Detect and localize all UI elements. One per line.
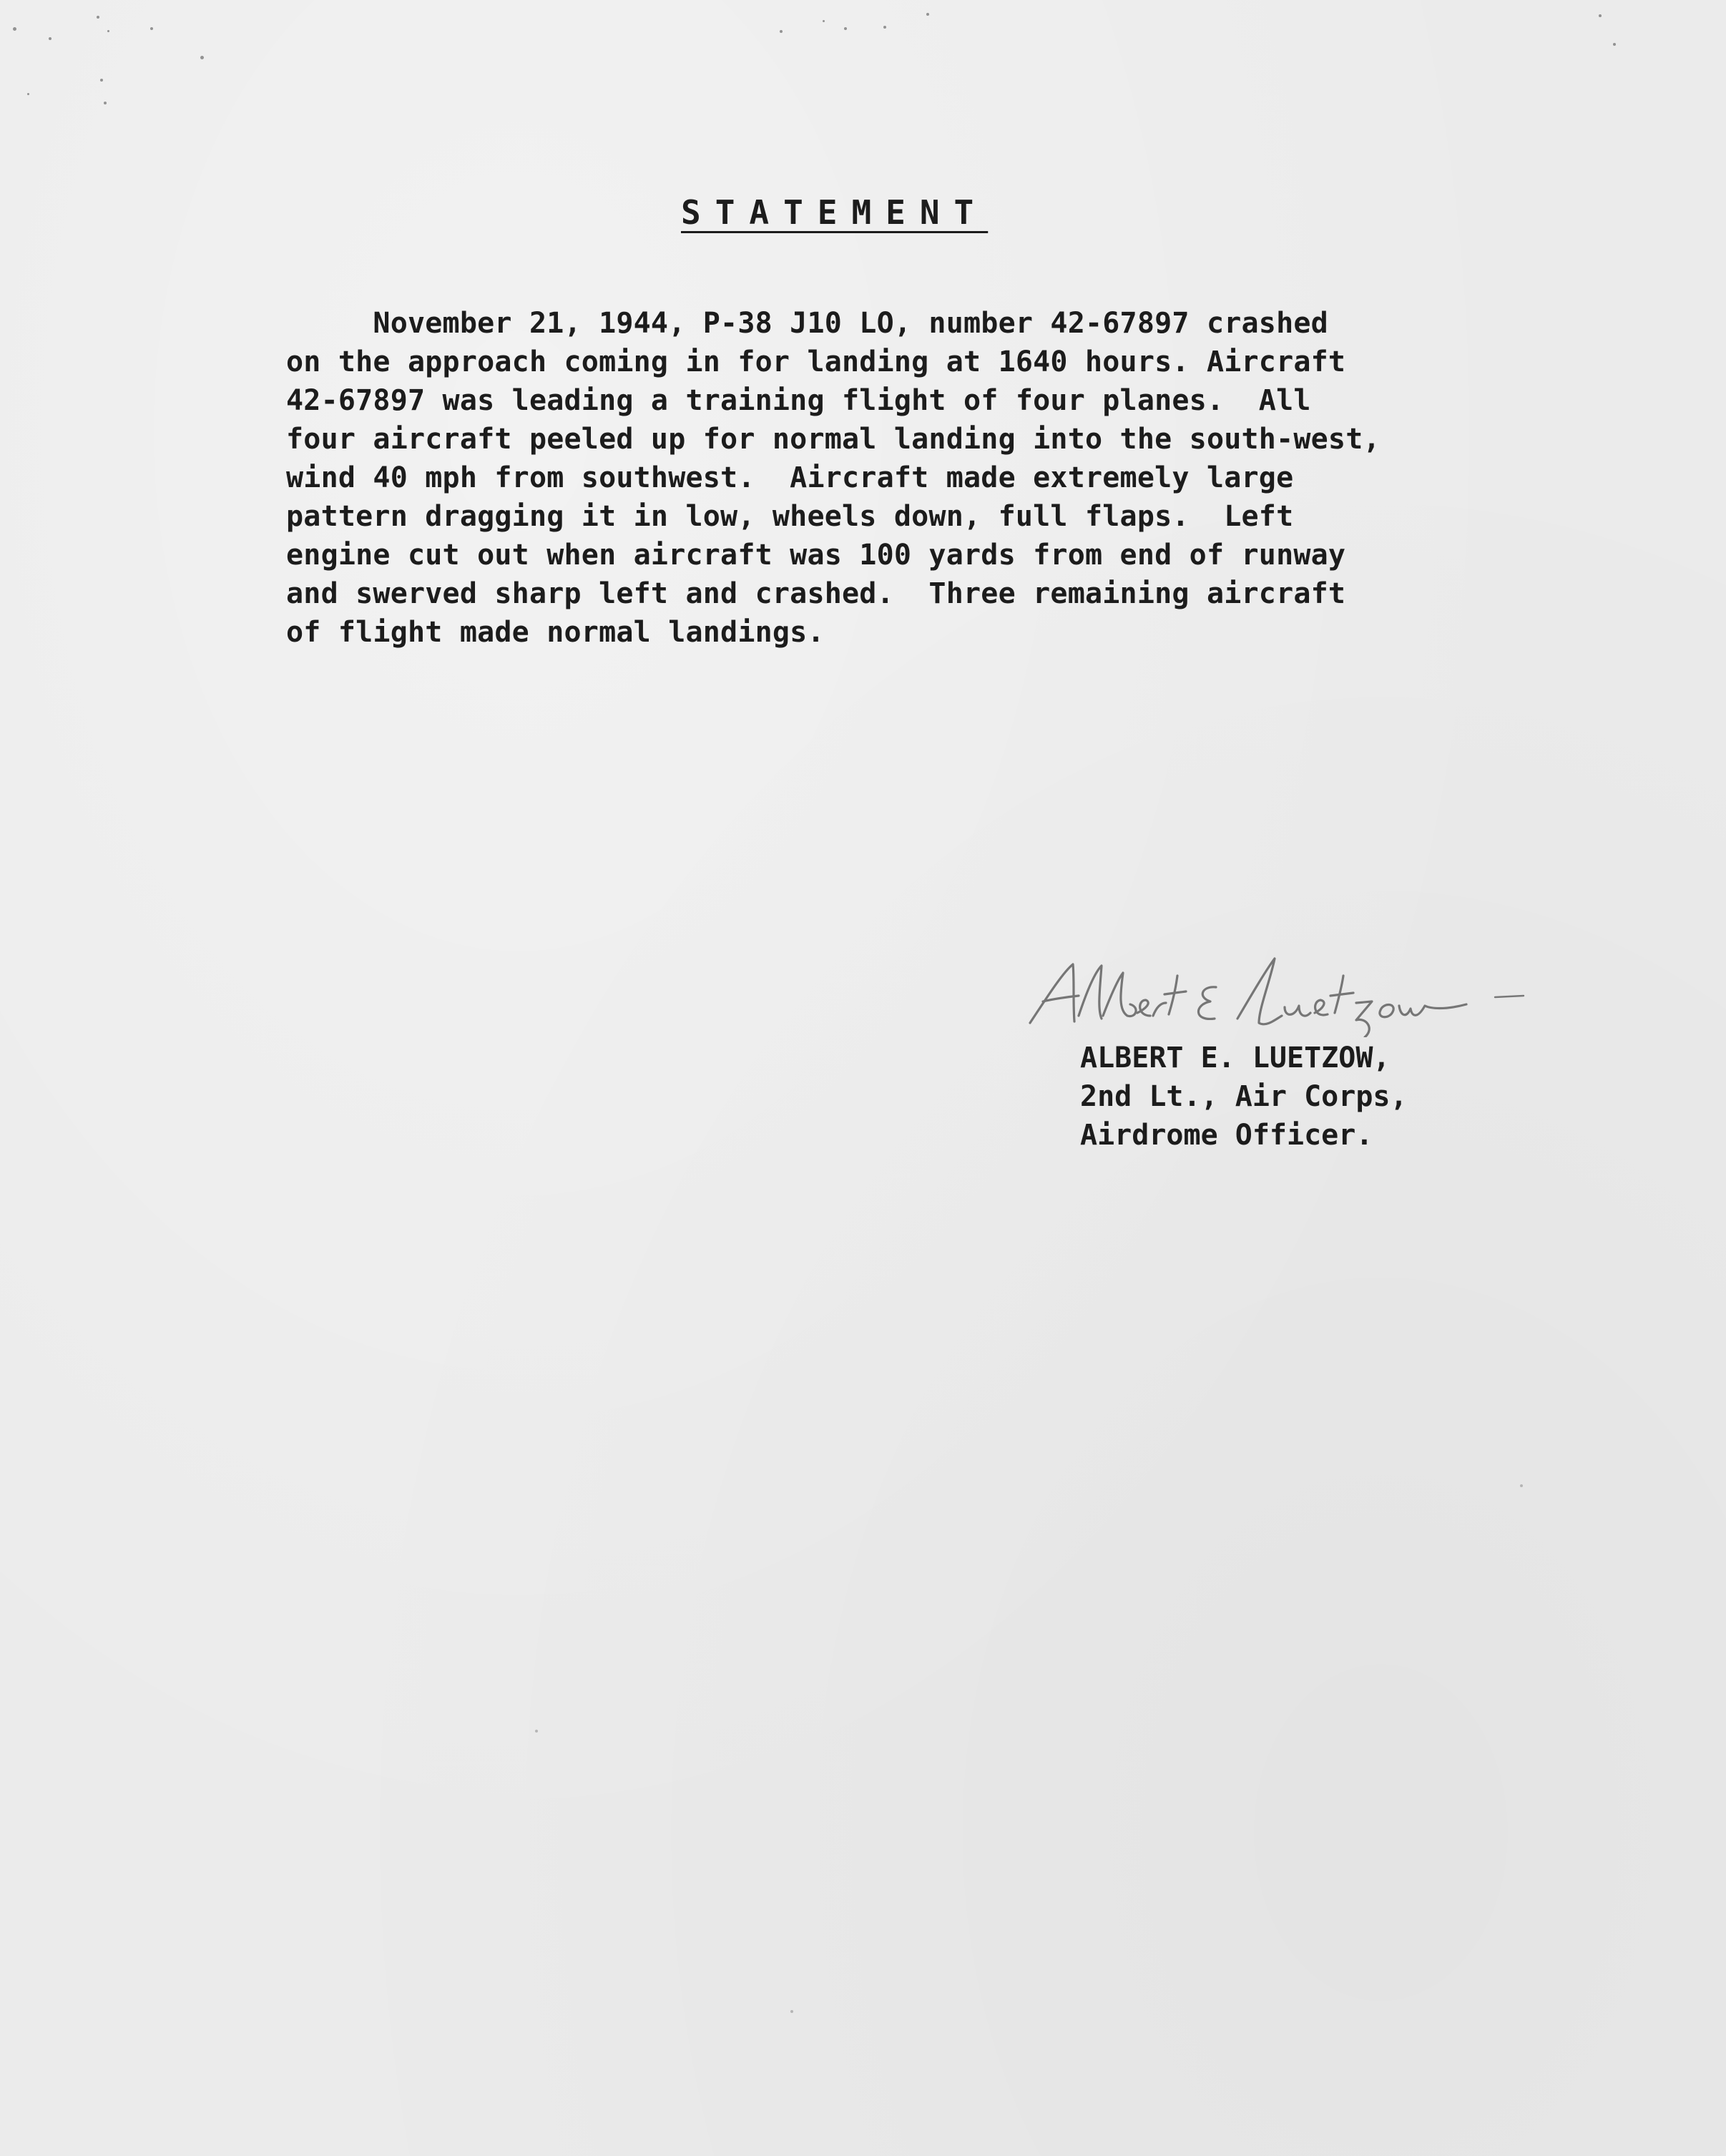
speck <box>97 16 99 19</box>
body-line: and swerved sharp left and crashed. Three remaining aircraft <box>286 577 1346 610</box>
speck <box>100 79 103 82</box>
speck <box>535 1730 538 1733</box>
speck <box>780 30 783 33</box>
speck <box>104 102 107 104</box>
signer-name: ALBERT E. LUETZOW, <box>1080 1042 1391 1074</box>
statement-body <box>286 304 1431 652</box>
body-line: wind 40 mph from southwest. Aircraft made extremely large <box>286 461 1294 494</box>
speck <box>883 26 886 29</box>
body-line: of flight made normal landings. <box>286 616 825 649</box>
body-line: November 21, 1944, P-38 J10 LO, number 42-67897 crashed <box>286 307 1328 340</box>
signer-rank: 2nd Lt., Air Corps, <box>1080 1080 1408 1113</box>
signer-role: Airdrome Officer. <box>1080 1119 1373 1152</box>
speck <box>1599 14 1602 17</box>
body-line: 42-67897 was leading a training flight of four planes. All <box>286 384 1311 417</box>
speck <box>790 2010 793 2013</box>
body-line: on the approach coming in for landing at 1640 hours. Aircraft <box>286 346 1346 378</box>
speck <box>150 27 153 30</box>
speck <box>823 20 825 22</box>
speck <box>1613 43 1616 46</box>
speck <box>926 13 929 16</box>
statement-title: STATEMENT <box>681 193 989 232</box>
speck <box>200 56 204 59</box>
speck <box>1520 1484 1523 1487</box>
handwritten-signature <box>1023 944 1538 1037</box>
body-line: pattern dragging it in low, wheels down, full flaps. Left <box>286 500 1294 533</box>
speck <box>49 37 52 40</box>
body-line: four aircraft peeled up for normal landing into the south-west, <box>286 423 1381 456</box>
speck <box>844 27 847 30</box>
speck <box>107 30 109 32</box>
body-line: engine cut out when aircraft was 100 yards from end of runway <box>286 539 1346 572</box>
signature-block <box>1080 1039 1408 1155</box>
speck <box>13 27 16 31</box>
speck <box>27 93 29 95</box>
